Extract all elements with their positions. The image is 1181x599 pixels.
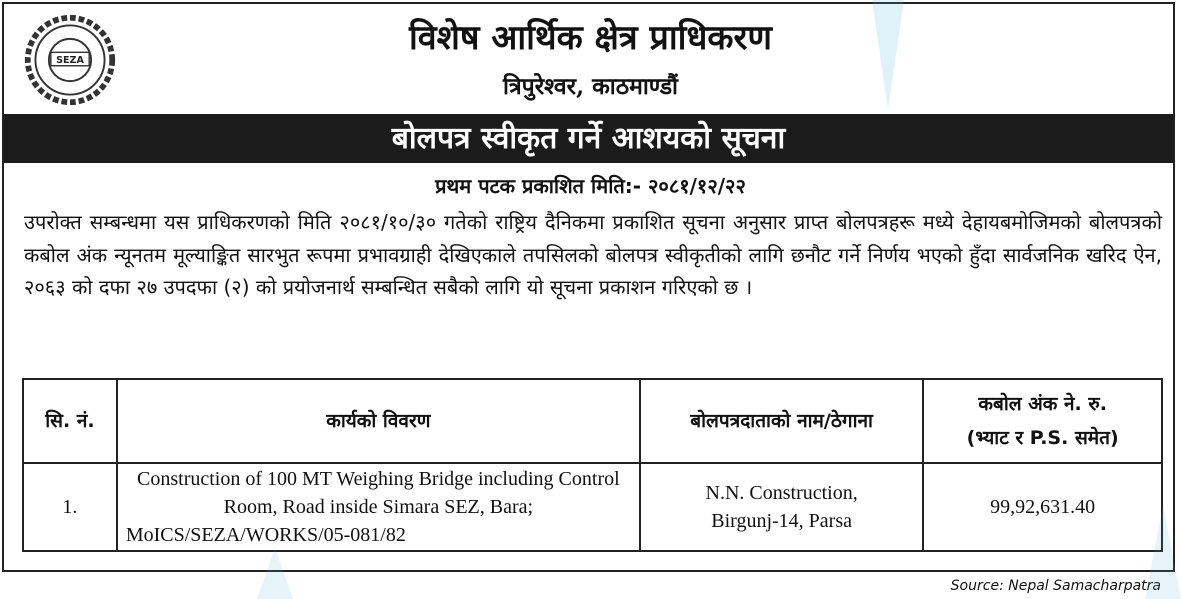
header-bidder: बोलपत्रदाताको नाम/ठेगाना <box>640 379 923 463</box>
header-amount-line2: (भ्याट र P.S. समेत) <box>966 427 1119 449</box>
header-description: कार्यको विवरण <box>117 379 640 463</box>
cell-sn: 1. <box>23 463 117 551</box>
logo-text: SEZA <box>56 54 84 66</box>
header-amount <box>923 379 1162 463</box>
org-address: त्रिपुरेश्वर, काठमाण्डौं <box>503 73 678 100</box>
table-header-row <box>23 379 1162 463</box>
bid-table <box>22 378 1163 552</box>
cell-bidder-name: N.N. Construction, <box>705 482 858 504</box>
header-amount-line1: कबोल अंक ने. रु. <box>978 393 1107 415</box>
cell-description: Construction of 100 MT Weighing Bridge including Control Room, Road inside Simara SEZ, Bara; MoICS/SEZA/WORKS/05-081/82 <box>117 463 640 551</box>
notice-paragraph: उपरोक्त सम्बन्धमा यस प्राधिकरणको मिति २०८१/१०/३० गतेको राष्ट्रिय दैनिकमा प्रकाशित सूचना अनुसार प्राप्त बोलपत्रहरू मध्ये देहायबमोजिमको बोलपत्रको कबोल अंक न्यूनतम मूल्याङ्कित सारभुत रूपमा प्रभावग्राही देखिएकाले तपसिलको बोलपत्र स्वीकृतीको लागि छनौट गर्ने निर्णय भएको हुँदा सार्वजनिक खरिद ऐन, २०६३ को दफा २७ उपदफा (२) को प्रयोजनार्थ सम्बन्धित सबैको लागि यो सूचना प्रकाशन गरिएको छ । <box>24 210 1162 299</box>
cell-bidder-address: Birgunj-14, Parsa <box>711 510 852 532</box>
source-credit: Source: Nepal Samacharpatra <box>950 578 1161 594</box>
header-sn: सि. नं. <box>23 379 117 463</box>
cell-bidder <box>640 463 923 551</box>
publication-date: प्रथम पटक प्रकाशित मिति:- २०८१/१२/२२ <box>435 174 746 198</box>
table-row <box>23 463 1162 551</box>
notice-banner: बोलपत्र स्वीकृत गर्ने आशयको सूचना <box>4 114 1173 163</box>
org-title: विशेष आर्थिक क्षेत्र प्राधिकरण <box>409 18 772 58</box>
cell-amount: 99,92,631.40 <box>923 463 1162 551</box>
